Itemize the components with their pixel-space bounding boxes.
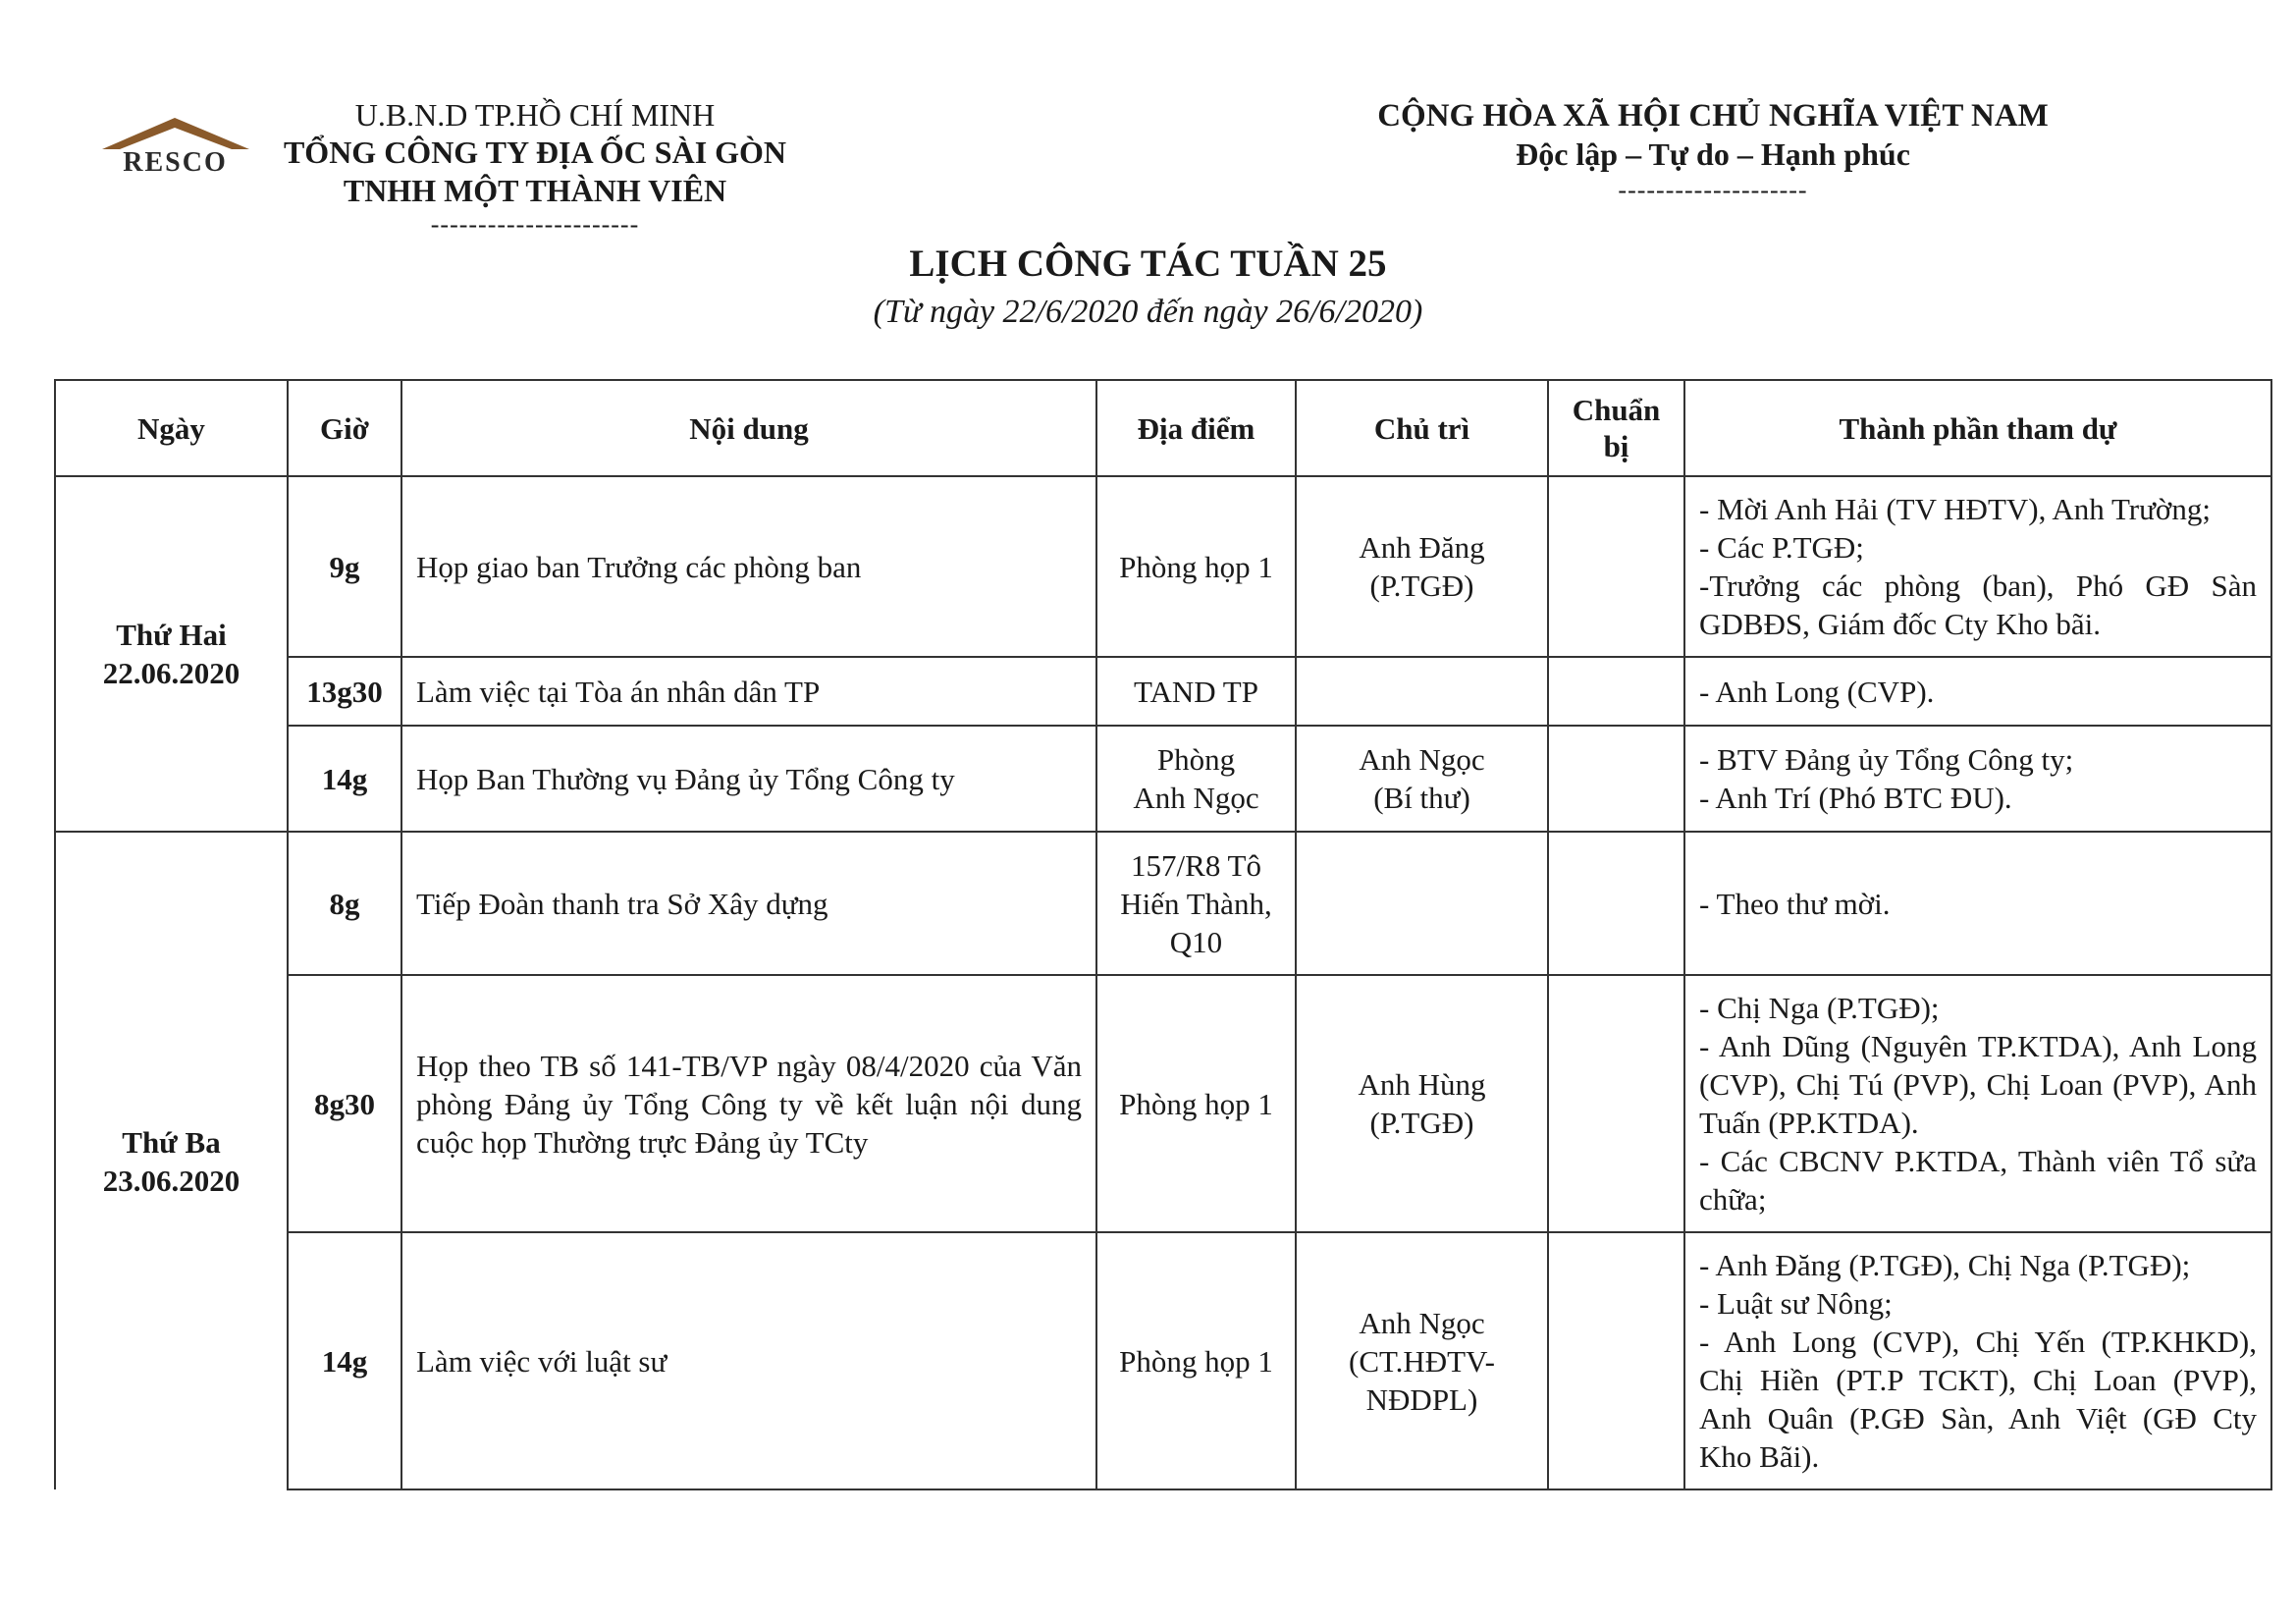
content-cell: Họp theo TB số 141-TB/VP ngày 08/4/2020 của Văn phòng Đảng ủy Tổng Công ty về kết luận nội dung cuộc họp Thường trực Đảng ủy TCty: [401, 975, 1096, 1232]
attendee-line: - Mời Anh Hải (TV HĐTV), Anh Trường;: [1699, 492, 2211, 526]
attendees-cell: [1684, 476, 2271, 657]
location-line: 157/R8 Tô: [1131, 847, 1261, 883]
attendee-line: - BTV Đảng ủy Tổng Công ty;: [1699, 742, 2074, 777]
national-title: CỘNG HÒA XÃ HỘI CHỦ NGHĨA VIỆT NAM: [1377, 98, 2049, 134]
org-line-3: TNHH MỘT THÀNH VIÊN: [343, 173, 727, 208]
attendees-cell: [1684, 832, 2271, 975]
chair-line: Anh Đăng: [1359, 530, 1485, 565]
prepare-cell: [1548, 476, 1684, 657]
attendee-line: - Anh Long (CVP), Chị Yến (TP.KHKD), Chị Hiền (PT.P TCKT), Chị Loan (PVP), Anh Quân (P.GĐ Sàn, Anh Việt (GĐ Cty Kho Bãi).: [1699, 1325, 2257, 1474]
table-row: [55, 1232, 2271, 1489]
day-name: Thứ Ba: [122, 1124, 221, 1160]
logo-text: RESCO: [123, 147, 228, 178]
org-line-2: TỔNG CÔNG TY ĐỊA ỐC SÀI GÒN: [283, 135, 787, 170]
day-date: 23.06.2020: [102, 1163, 240, 1198]
chair-cell: [1296, 832, 1548, 975]
org-header: [265, 96, 805, 238]
attendee-line: - Anh Long (CVP).: [1699, 674, 1935, 709]
chair-line: (Bí thư): [1373, 781, 1470, 815]
content-cell: Họp giao ban Trưởng các phòng ban: [401, 476, 1096, 657]
time-cell: 8g: [288, 832, 401, 975]
chair-line: (CT.HĐTV-: [1349, 1343, 1495, 1379]
prepare-cell: [1548, 832, 1684, 975]
location-line: Phòng họp 1: [1119, 549, 1273, 584]
prepare-cell: [1548, 1232, 1684, 1489]
national-motto: Độc lập – Tự do – Hạnh phúc: [1516, 136, 1910, 172]
location-line: Hiến Thành,: [1120, 886, 1272, 921]
chair-line: NĐDPL): [1365, 1381, 1478, 1417]
content-cell: Làm việc với luật sư: [401, 1232, 1096, 1489]
time-cell: 9g: [288, 476, 401, 657]
chair-line: Anh Ngọc: [1359, 742, 1485, 777]
content-cell: Tiếp Đoàn thanh tra Sở Xây dựng: [401, 832, 1096, 975]
attendee-line: - Anh Đăng (P.TGĐ), Chị Nga (P.TGĐ);: [1699, 1248, 2191, 1282]
schedule-table: [54, 379, 2272, 1490]
location-line: TAND TP: [1134, 674, 1258, 709]
chair-line: Anh Hùng: [1358, 1067, 1486, 1102]
chair-line: (P.TGĐ): [1369, 568, 1474, 603]
time-cell: 14g: [288, 1232, 401, 1489]
org-line-1: U.B.N.D TP.HỒ CHÍ MINH: [354, 97, 716, 133]
location-cell: [1096, 1232, 1296, 1489]
day-cell: [55, 832, 288, 1489]
location-cell: [1096, 476, 1296, 657]
attendees-cell: [1684, 1232, 2271, 1489]
attendee-line: -Trưởng các phòng (ban), Phó GĐ Sàn GDBĐS, Giám đốc Cty Kho bãi.: [1699, 568, 2257, 641]
location-cell: [1096, 975, 1296, 1232]
chair-cell: [1296, 1232, 1548, 1489]
day-cell: [55, 476, 288, 832]
chair-line: Anh Ngọc: [1359, 1305, 1485, 1340]
table-row: [55, 975, 2271, 1232]
attendees-cell: [1684, 657, 2271, 726]
prepare-cell: [1548, 726, 1684, 832]
content-cell: Họp Ban Thường vụ Đảng ủy Tổng Công ty: [401, 726, 1096, 832]
chair-cell: [1296, 975, 1548, 1232]
header-content: Nội dung: [401, 380, 1096, 476]
national-separator: --------------------: [1618, 176, 1808, 204]
table-row: [55, 832, 2271, 975]
header-prepare-line-1: Chuẩn: [1572, 393, 1661, 427]
company-logo: [94, 114, 256, 179]
location-line: Phòng họp 1: [1119, 1343, 1273, 1379]
header-attendees: Thành phần tham dự: [1684, 380, 2271, 476]
attendee-line: - Anh Dũng (Nguyên TP.KTDA), Anh Long (CVP), Chị Tú (PVP), Chị Loan (PVP), Anh Tuấn (PP.KTDA).: [1699, 1029, 2257, 1140]
national-header: [1306, 96, 2120, 204]
chair-cell: [1296, 476, 1548, 657]
location-cell: [1096, 726, 1296, 832]
header-location: Địa điểm: [1096, 380, 1296, 476]
day-name: Thứ Hai: [116, 618, 227, 652]
header-prepare: [1548, 380, 1684, 476]
attendee-line: - Các P.TGĐ;: [1699, 530, 1864, 565]
day-date: 22.06.2020: [102, 656, 240, 690]
prepare-cell: [1548, 975, 1684, 1232]
prepare-cell: [1548, 657, 1684, 726]
chair-cell: [1296, 657, 1548, 726]
table-row: [55, 726, 2271, 832]
content-cell: Làm việc tại Tòa án nhân dân TP: [401, 657, 1096, 726]
attendee-line: - Chị Nga (P.TGĐ);: [1699, 991, 1940, 1025]
document-subtitle: (Từ ngày 22/6/2020 đến ngày 26/6/2020): [873, 294, 1423, 330]
table-header-row: [55, 380, 2271, 476]
org-separator: ----------------------: [430, 210, 640, 239]
location-line: Q10: [1169, 924, 1223, 959]
attendee-line: - Theo thư mời.: [1699, 886, 1891, 921]
header-time: Giờ: [288, 380, 401, 476]
document-title: LỊCH CÔNG TÁC TUẦN 25: [909, 243, 1387, 285]
location-cell: [1096, 657, 1296, 726]
location-cell: [1096, 832, 1296, 975]
location-line: Phòng họp 1: [1119, 1086, 1273, 1121]
header-day: Ngày: [55, 380, 288, 476]
time-cell: 13g30: [288, 657, 401, 726]
attendee-line: - Luật sư Nông;: [1699, 1286, 1893, 1321]
table-row: [55, 657, 2271, 726]
table-row: [55, 476, 2271, 657]
attendee-line: - Anh Trí (Phó BTC ĐU).: [1699, 781, 2012, 815]
time-cell: 8g30: [288, 975, 401, 1232]
chair-line: (P.TGĐ): [1369, 1106, 1474, 1140]
attendees-cell: [1684, 726, 2271, 832]
attendee-line: - Các CBCNV P.KTDA, Thành viên Tổ sửa chữa;: [1699, 1144, 2257, 1217]
header-chair: Chủ trì: [1296, 380, 1548, 476]
time-cell: 14g: [288, 726, 401, 832]
location-line: Phòng: [1156, 742, 1236, 777]
chair-cell: [1296, 726, 1548, 832]
header-prepare-line-2: bị: [1603, 429, 1629, 463]
location-line: Anh Ngọc: [1133, 781, 1259, 815]
attendees-cell: [1684, 975, 2271, 1232]
